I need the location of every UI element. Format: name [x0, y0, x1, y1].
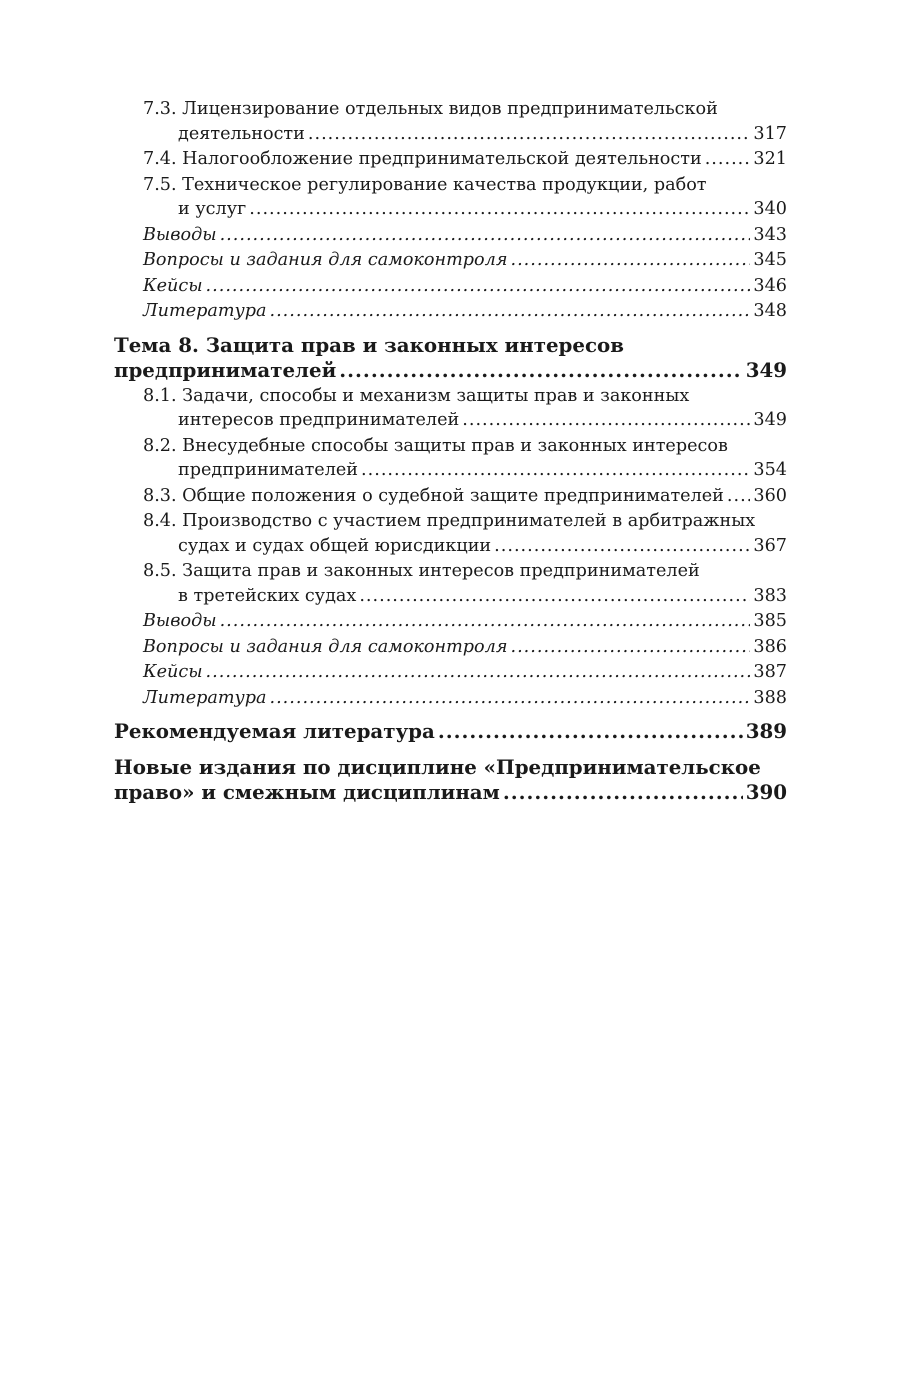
toc-entry-title-cont: и услуг: [178, 199, 247, 219]
toc-page-number: 343: [753, 224, 787, 245]
toc-entry-title: Выводы: [143, 611, 217, 631]
toc-entry-title: Кейсы: [143, 275, 203, 296]
toc-entry-title: Кейсы: [143, 662, 203, 682]
toc-page-number: 383: [753, 585, 787, 606]
toc-page-number: 388: [753, 687, 787, 708]
toc-entry-8-3[interactable]: [143, 484, 787, 509]
toc-entry-8-1[interactable]: [143, 384, 787, 433]
dot-leader: [438, 719, 743, 744]
toc-entry-literature-8[interactable]: [143, 686, 787, 711]
toc-page-number: 390: [745, 780, 787, 804]
toc-entry-title: Тема 8. Защита прав и законных интересов: [114, 332, 624, 357]
toc-page-number: 354: [753, 460, 787, 480]
toc-page-number: 321: [753, 149, 787, 169]
toc-entry-8-5[interactable]: [143, 559, 787, 608]
dot-leader: [220, 223, 751, 248]
dot-leader: [503, 780, 743, 805]
dot-leader: [249, 197, 750, 222]
toc-entry-title: 7.4. Налогообложение предпринимательской деятельности: [143, 149, 702, 169]
toc-entry-title: Вопросы и задания для самоконтроля: [143, 250, 508, 270]
toc-page-number: 367: [753, 535, 787, 556]
dot-leader: [220, 609, 751, 634]
dot-leader: [727, 484, 751, 509]
toc-entry-8-2[interactable]: [143, 434, 787, 483]
toc-entry-title-cont: право» и смежным дисциплинам: [114, 780, 500, 804]
toc-entry-title: 8.5. Защита прав и законных интересов предпринимателей: [143, 561, 700, 581]
toc-entry-title: Литература: [143, 301, 267, 321]
toc-page-number: 360: [753, 485, 787, 506]
toc-entry-title-cont: предпринимателей: [178, 460, 359, 480]
toc-entry-title: 8.1. Задачи, способы и механизм защиты прав и законных: [143, 385, 690, 406]
toc-entry-title-cont: судах и судах общей юрисдикции: [178, 535, 492, 556]
toc-entry-title: Рекомендуемая литература: [114, 719, 435, 743]
toc-entry-title: 7.3. Лицензирование отдельных видов предпринимательской: [143, 99, 718, 119]
table-of-contents: [114, 97, 787, 805]
dot-leader: [308, 122, 751, 147]
dot-leader: [511, 248, 751, 273]
toc-entry-questions-7[interactable]: [143, 248, 787, 273]
dot-leader: [359, 584, 750, 609]
dot-leader: [361, 458, 750, 483]
toc-page-number: 387: [753, 662, 787, 682]
toc-entry-conclusions-8[interactable]: [143, 609, 787, 634]
toc-page-number: 389: [745, 719, 787, 743]
toc-entry-cases-7[interactable]: [143, 274, 787, 299]
toc-entry-title: Литература: [143, 687, 267, 708]
toc-entry-recommended-literature[interactable]: [114, 719, 787, 744]
toc-entry-cases-8[interactable]: [143, 660, 787, 685]
toc-page-number: 317: [753, 123, 787, 144]
toc-page-number: 346: [753, 275, 787, 296]
dot-leader: [511, 635, 751, 660]
dot-leader: [462, 408, 750, 433]
toc-page-number: 385: [753, 611, 787, 631]
toc-page-number: 348: [753, 301, 787, 321]
toc-entry-title-cont: интересов предпринимателей: [178, 410, 460, 430]
toc-entry-title: 8.2. Внесудебные способы защиты прав и законных интересов: [143, 435, 728, 456]
toc-entry-7-3[interactable]: [143, 97, 787, 146]
toc-page-number: 349: [753, 410, 787, 430]
toc-entry-title: Выводы: [143, 224, 217, 245]
toc-entry-literature-7[interactable]: [143, 299, 787, 324]
dot-leader: [206, 274, 751, 299]
toc-entry-7-5[interactable]: [143, 173, 787, 222]
toc-entry-conclusions-7[interactable]: [143, 223, 787, 248]
toc-entry-title-cont: деятельности: [178, 123, 305, 144]
toc-entry-8-4[interactable]: [143, 509, 787, 558]
toc-page-number: 349: [745, 357, 787, 382]
toc-entry-topic-8[interactable]: [114, 333, 787, 383]
toc-entry-title-cont: в третейских судах: [178, 585, 357, 606]
toc-page-number: 345: [753, 250, 787, 270]
toc-page-number: 386: [753, 636, 787, 657]
toc-entry-title: 8.4. Производство с участием предпринимателей в арбитражных: [143, 511, 756, 531]
toc-entry-new-editions[interactable]: [114, 755, 787, 805]
dot-leader: [494, 534, 750, 559]
dot-leader: [270, 299, 751, 324]
dot-leader: [270, 686, 751, 711]
toc-entry-title: 8.3. Общие положения о судебной защите предпринимателей: [143, 485, 724, 506]
dot-leader: [339, 358, 742, 383]
dot-leader: [206, 660, 751, 685]
toc-entry-7-4[interactable]: [143, 147, 787, 172]
toc-page-number: 340: [753, 199, 787, 219]
toc-entry-title: Новые издания по дисциплине «Предпринимательское: [114, 755, 761, 779]
toc-entry-title: Вопросы и задания для самоконтроля: [143, 636, 508, 657]
toc-entry-title-cont: предпринимателей: [114, 357, 337, 382]
toc-entry-questions-8[interactable]: [143, 635, 787, 660]
toc-entry-title: 7.5. Техническое регулирование качества продукции, работ: [143, 174, 707, 195]
dot-leader: [705, 147, 751, 172]
